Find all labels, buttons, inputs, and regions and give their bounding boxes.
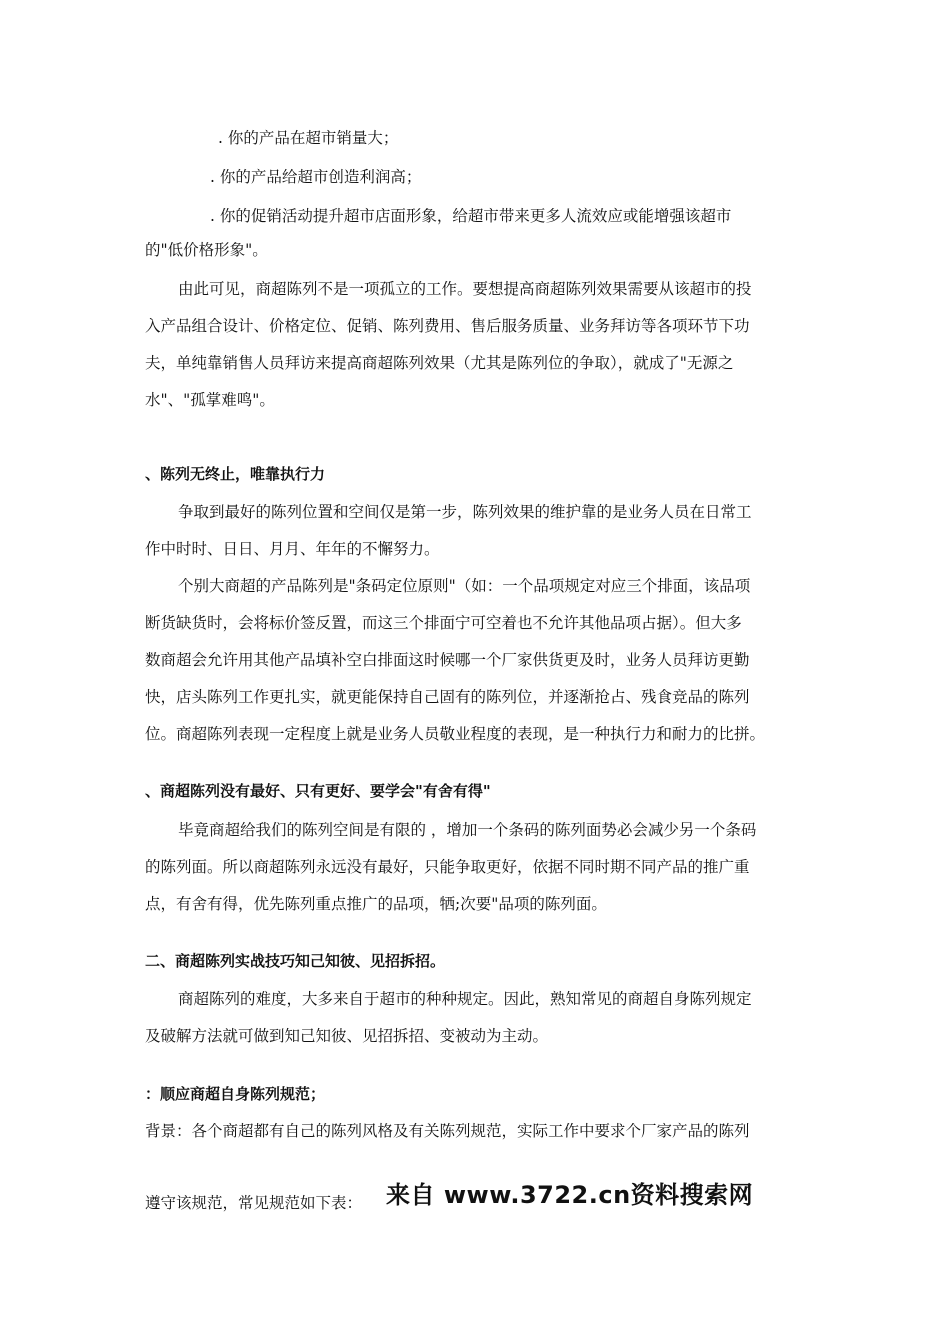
paragraph-line: 数商超会允许用其他产品填补空白排面这时候哪一个厂家供货更及时，业务人员拜访更勤 bbox=[145, 651, 750, 669]
paragraph-line: 水"、"孤掌难鸣"。 bbox=[145, 391, 275, 409]
section-heading: 、陈列无终止，唯靠执行力 bbox=[145, 465, 326, 483]
section-heading: 二、商超陈列实战技巧知己知彼、见招拆招。 bbox=[145, 952, 446, 970]
paragraph-line: 及破解方法就可做到知己知彼、见招拆招、变被动为主动。 bbox=[145, 1027, 549, 1045]
paragraph-line: 断货缺货时，会将标价签反置，而这三个排面宁可空着也不允许其他品项占据）。但大多 bbox=[145, 614, 742, 632]
bullet-sales-volume: . 你的产品在超市销量大； bbox=[218, 129, 399, 147]
section-heading: ：顺应商超自身陈列规范； bbox=[145, 1085, 326, 1103]
paragraph-line: 点，有舍有得，优先陈列重点推广的品项，牺;次要"品项的陈列面。 bbox=[145, 895, 607, 913]
paragraph-line: 个别大商超的产品陈列是"条码定位原则"（如：一个品项规定对应三个排面，该品项 bbox=[178, 577, 751, 595]
paragraph-line: 遵守该规范，常见规范如下表： bbox=[145, 1194, 363, 1212]
paragraph-line: 作中时时、日日、月月、年年的不懈努力。 bbox=[145, 540, 440, 558]
paragraph-line: 毕竟商超给我们的陈列空间是有限的 ，增加一个条码的陈列面势必会减少另一个条码 bbox=[178, 821, 757, 839]
paragraph-line: 快，店头陈列工作更扎实，就更能保持自己固有的陈列位，并逐渐抢占、残食竞品的陈列 bbox=[145, 688, 750, 706]
watermark-text: 来自 www.3722.cn资料搜索网 bbox=[386, 1181, 754, 1209]
paragraph-line: 由此可见，商超陈列不是一项孤立的工作。要想提高商超陈列效果需要从该超市的投 bbox=[178, 280, 752, 298]
bullet-profit: . 你的产品给超市创造利润高； bbox=[210, 168, 422, 186]
paragraph-line: 夫，单纯靠销售人员拜访来提高商超陈列效果（尤其是陈列位的争取），就成了"无源之 bbox=[145, 354, 734, 372]
paragraph-line: 背景：各个商超都有自己的陈列风格及有关陈列规范，实际工作中要求个厂家产品的陈列 bbox=[145, 1122, 750, 1140]
paragraph-line: 的陈列面。所以商超陈列永远没有最好，只能争取更好，依据不同时期不同产品的推广重 bbox=[145, 858, 750, 876]
bullet-promotion-cont: 的"低价格形象"。 bbox=[145, 241, 268, 259]
paragraph-line: 争取到最好的陈列位置和空间仅是第一步，陈列效果的维护靠的是业务人员在日常工 bbox=[178, 503, 752, 521]
bullet-promotion: . 你的促销活动提升超市店面形象，给超市带来更多人流效应或能增强该超市 bbox=[210, 207, 732, 225]
paragraph-line: 入产品组合设计、价格定位、促销、陈列费用、售后服务质量、业务拜访等各项环节下功 bbox=[145, 317, 750, 335]
section-heading: 、商超陈列没有最好、只有更好、要学会"有舍有得" bbox=[145, 782, 491, 800]
paragraph-line: 商超陈列的难度，大多来自于超市的种种规定。因此，熟知常见的商超自身陈列规定 bbox=[178, 990, 752, 1008]
paragraph-line: 位。商超陈列表现一定程度上就是业务人员敬业程度的表现，是一种执行力和耐力的比拼。 bbox=[145, 725, 766, 743]
